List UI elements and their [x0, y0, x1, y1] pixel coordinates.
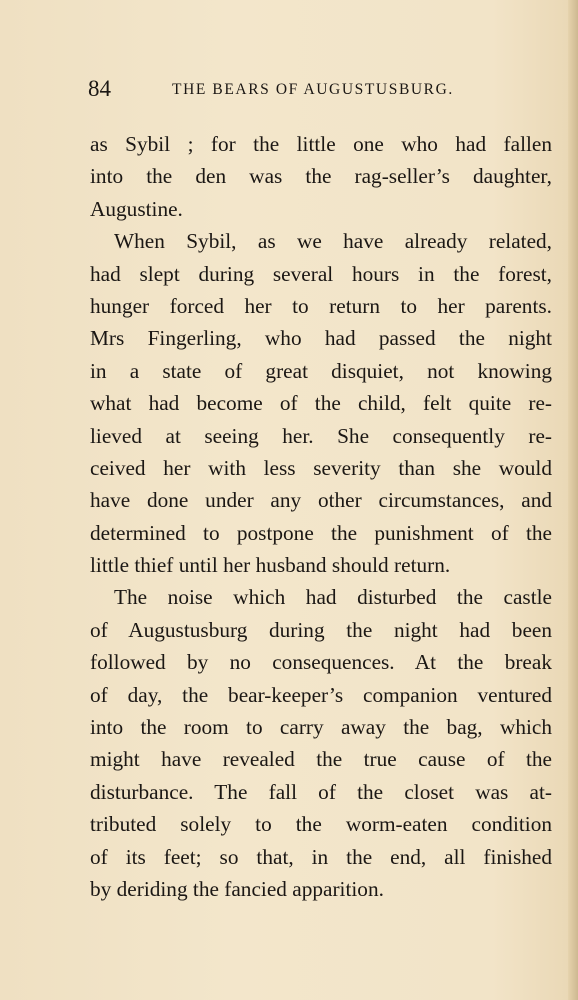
- text-line: by deriding the fancied apparition.: [90, 876, 384, 901]
- running-title: THE BEARS OF AUGUSTUSBURG.: [172, 81, 454, 98]
- paragraph-start-line: When Sybil, as we have already related,: [114, 229, 552, 254]
- paragraph-start-line: The noise which had disturbed the castle: [114, 585, 552, 610]
- text-line: into the den was the rag-seller’s daughter,: [90, 164, 552, 189]
- text-line: in a state of great disquiet, not knowing: [90, 358, 552, 383]
- page-number: 84: [88, 76, 111, 101]
- text-line: tributed solely to the worm-eaten condition: [90, 812, 552, 837]
- text-line: Mrs Fingerling, who had passed the night: [90, 326, 552, 351]
- page-binding-edge: [568, 0, 578, 1000]
- text-line: little thief until her husband should return.: [90, 553, 451, 578]
- text-line: had slept during several hours in the forest,: [90, 261, 552, 286]
- text-line: ceived her with less severity than she would: [90, 455, 552, 480]
- text-line: of day, the bear-keeper’s companion ventured: [90, 682, 552, 707]
- text-line: Augustine.: [90, 196, 183, 221]
- text-line: of Augustusburg during the night had been: [90, 617, 552, 642]
- text-line: what had become of the child, felt quite re-: [90, 391, 552, 416]
- page-header: [88, 76, 554, 102]
- text-line: of its feet; so that, in the end, all finished: [90, 844, 552, 869]
- body-text: [90, 128, 552, 905]
- text-line: lieved at seeing her. She consequently re-: [90, 423, 552, 448]
- text-line: as Sybil ; for the little one who had fallen: [90, 132, 552, 156]
- text-line: determined to postpone the punishment of the: [90, 520, 552, 545]
- text-line: disturbance. The fall of the closet was at-: [90, 779, 552, 804]
- text-line: might have revealed the true cause of the: [90, 747, 552, 772]
- text-line: have done under any other circumstances, and: [90, 488, 552, 513]
- text-line: into the room to carry away the bag, which: [90, 715, 552, 740]
- text-line: hunger forced her to return to her parents.: [90, 293, 552, 318]
- text-line: followed by no consequences. At the break: [90, 650, 552, 675]
